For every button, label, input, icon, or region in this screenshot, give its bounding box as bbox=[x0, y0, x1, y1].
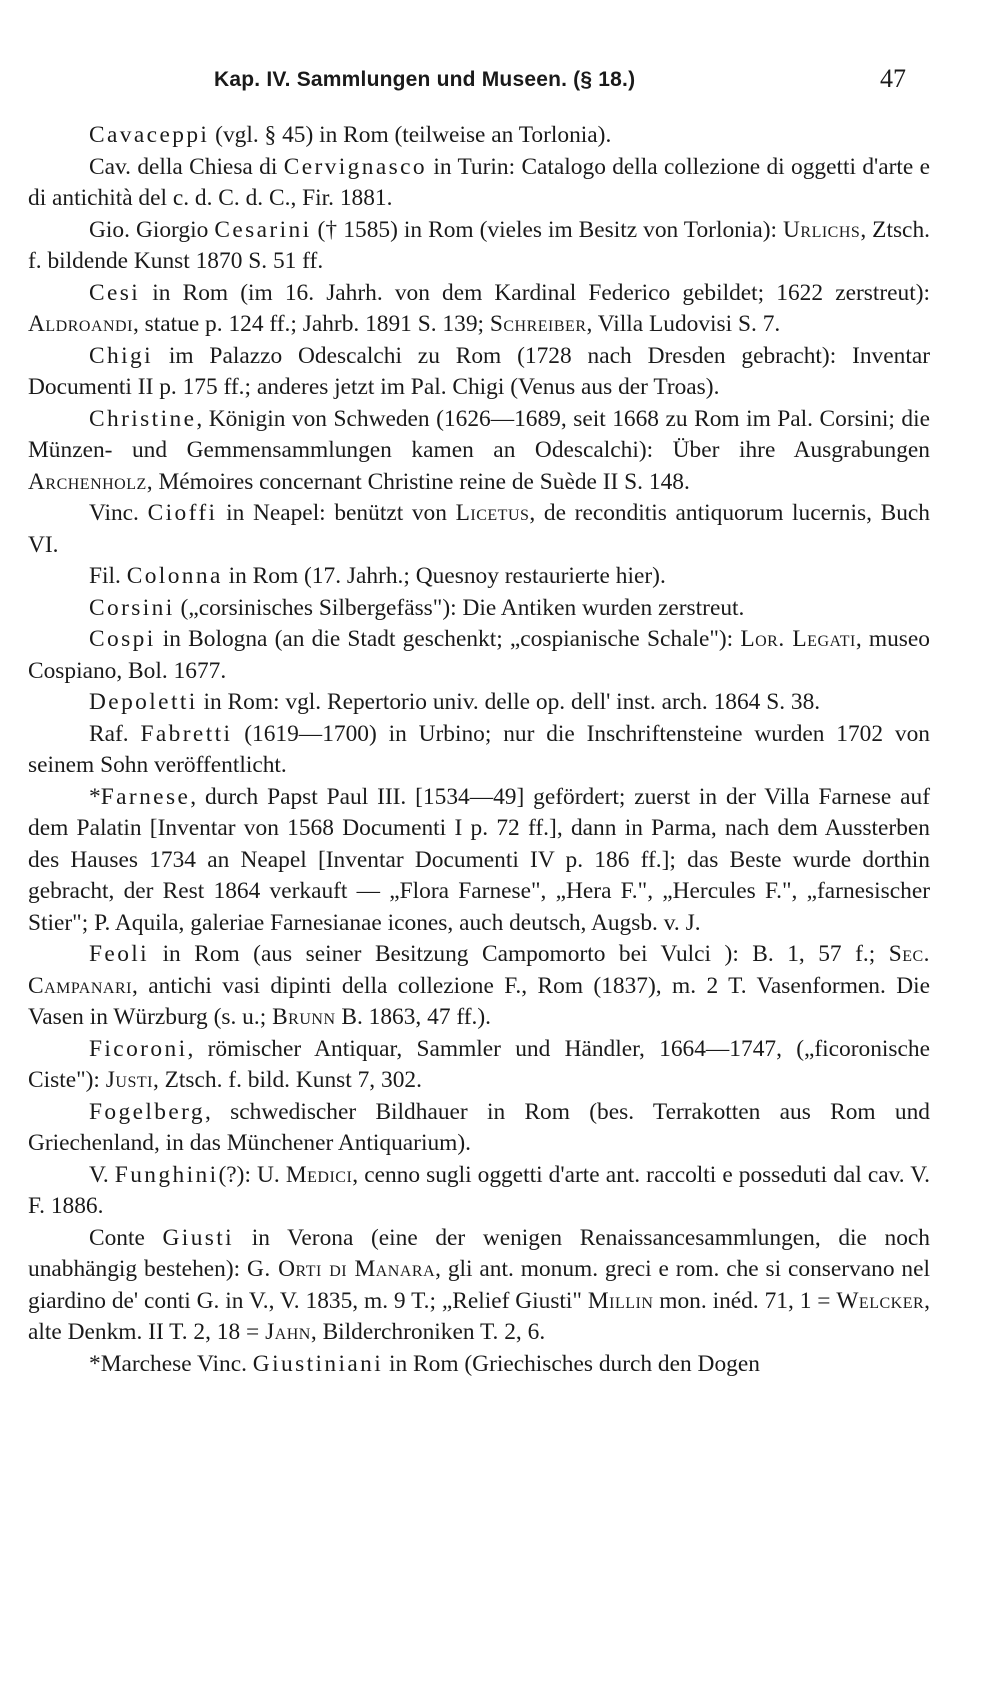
collection-name: Cioffi bbox=[147, 500, 218, 526]
page-number: 47 bbox=[880, 64, 906, 93]
entry-text: Raf. bbox=[89, 720, 141, 747]
collection-name: Cesarini bbox=[214, 216, 312, 243]
collection-name: Ficoroni bbox=[89, 1035, 188, 1062]
collection-name: Farnese bbox=[100, 783, 191, 810]
collection-entry bbox=[28, 593, 930, 625]
collection-name: Funghini bbox=[114, 1161, 219, 1188]
entry-text: Conte bbox=[89, 1224, 163, 1251]
entry-text: *Marchese Vinc. bbox=[89, 1350, 253, 1377]
collection-name: Giustiniani bbox=[252, 1350, 384, 1377]
collection-entry bbox=[28, 719, 930, 782]
collection-name: Fogelberg bbox=[89, 1098, 206, 1125]
collection-name: Cesi bbox=[89, 279, 141, 306]
collection-entry bbox=[28, 687, 930, 719]
collection-entry bbox=[28, 404, 930, 499]
entry-text: , alte Denkm. II T. 2, 18 = bbox=[28, 1287, 930, 1345]
entry-text: im Palazzo Odescalchi zu Rom (1728 nach Dresden gebracht): Inventar Documenti II p. 175 ff.; anderes jetzt im Pal. Chigi (Venus aus der Troas). bbox=[28, 342, 930, 400]
collection-name: Fabretti bbox=[140, 720, 233, 747]
entry-text: Fil. bbox=[89, 563, 127, 589]
entry-text: , gli ant. monum. greci e rom. che si conservano nel giardino de' conti G. in V., V. 1835, m. 9 T.; „Relief Giusti" bbox=[28, 1256, 930, 1314]
author-name: Medici bbox=[285, 1161, 353, 1188]
author-name: Aldroandi bbox=[28, 311, 133, 337]
entry-text: , Bilderchroniken T. 2, 6. bbox=[310, 1319, 546, 1345]
collection-entry bbox=[28, 1223, 930, 1349]
entry-text: , Königin von Schweden (1626—1689, seit 1668 zu Rom im Pal. Corsini; die Münzen- und Gemmensammlungen kamen an Odescalchi): Über ihre Ausgrabungen bbox=[28, 405, 930, 463]
collection-entry bbox=[28, 152, 930, 215]
collection-name: Depoletti bbox=[89, 689, 198, 715]
collection-name: Christine bbox=[89, 405, 197, 432]
entry-text: in Verona (eine der wenigen Renaissancesammlungen, die noch unabhängig bestehen): bbox=[28, 1224, 930, 1282]
entry-text: , Villa Ludovisi S. 7. bbox=[586, 311, 781, 337]
author-name: Brunn bbox=[272, 1004, 336, 1030]
collection-entry bbox=[28, 1160, 930, 1223]
entry-text: Cav. della Chiesa di bbox=[89, 153, 284, 180]
collection-entry bbox=[28, 624, 930, 687]
collection-entry bbox=[28, 1097, 930, 1160]
entry-text: , durch Papst Paul III. [1534—49] gefördert; zuerst in der Villa Farnese auf dem Palatin [Inventar von 1568 Documenti I p. 72 ff.], dann in Parma, nach dem Aussterben des Hauses 1734 an Neapel [Inventar Documenti IV p. 186 ff.]; das Beste wurde dorthin gebracht, der Rest 1864 verkauft — „Flora Farnese", „Hera F.", „Hercules F.", „farnesischer Stier"; P. Aquila, galeriae Farnesianae icones, auch deutsch, Augsb. v. J. bbox=[28, 783, 930, 936]
author-name: Lor. Legati bbox=[740, 626, 856, 652]
entry-text: , Ztsch. f. bildende Kunst 1870 S. 51 ff. bbox=[28, 216, 930, 274]
entry-text: , Mémoires concernant Christine reine de Suède II S. 148. bbox=[146, 468, 690, 495]
entry-text: in Rom (im 16. Jahrh. von dem Kardinal Federico gebildet; 1622 zerstreut): bbox=[140, 279, 930, 306]
entry-text: , statue p. 124 ff.; Jahrb. 1891 S. 139; bbox=[132, 311, 490, 337]
entry-text: mon. inéd. 71, 1 = bbox=[653, 1287, 837, 1314]
author-name: Millin bbox=[587, 1287, 654, 1314]
entry-text: , cenno sugli oggetti d'arte ant. raccolti e posseduti dal cav. V. F. 1886. bbox=[28, 1161, 931, 1219]
page-body bbox=[28, 120, 930, 1380]
entry-text: B. 1863, 47 ff.). bbox=[335, 1004, 491, 1030]
author-name: Justi bbox=[105, 1067, 153, 1093]
collection-name: Colonna bbox=[126, 563, 223, 589]
entry-text: * bbox=[89, 783, 101, 810]
entry-text: , museo Cospiano, Bol. 1677. bbox=[28, 626, 930, 684]
collection-name: Corsini bbox=[89, 594, 175, 621]
author-name: Licetus bbox=[455, 500, 530, 526]
entry-text: (1619—1700) in Urbino; nur die Inschriftensteine wurden 1702 von seinem Sohn veröffentlicht. bbox=[28, 720, 930, 778]
collection-name: Chigi bbox=[89, 342, 153, 369]
entry-text: (vgl. § 45) in Rom (teilweise an Torlonia). bbox=[209, 122, 612, 148]
entry-text: in Rom (aus seiner Besitzung Campomorto bei Vulci ): B. 1, 57 f.; bbox=[149, 941, 889, 967]
entry-text: in Rom: vgl. Repertorio univ. delle op. dell' inst. arch. 1864 S. 38. bbox=[197, 689, 821, 715]
collection-entry bbox=[28, 782, 930, 940]
entry-text: („corsinisches Silbergefäss"): Die Antiken wurden zerstreut. bbox=[174, 594, 745, 621]
entry-text: in Turin: Catalogo della collezione di oggetti d'arte e di antichità del c. d. C. d. C., Fir. 1881. bbox=[28, 153, 930, 211]
collection-name: Cospi bbox=[89, 626, 156, 652]
entry-text: in Rom (Griechisches durch den Dogen bbox=[383, 1350, 760, 1377]
collection-entry bbox=[28, 278, 930, 341]
author-name: Urlichs bbox=[783, 216, 861, 243]
entry-text: , antichi vasi dipinti della collezione F., Rom (1837), m. 2 T. Vasenformen. Die Vasen in Würzburg (s. u.; bbox=[28, 972, 930, 1030]
collection-entry bbox=[28, 1349, 930, 1381]
entry-text: , Ztsch. f. bild. Kunst 7, 302. bbox=[152, 1067, 422, 1093]
author-name: Schreiber bbox=[489, 311, 587, 337]
collection-name: Giusti bbox=[162, 1224, 235, 1251]
author-name: G. Orti di Manara bbox=[247, 1256, 436, 1282]
collection-name: Cavaceppi bbox=[89, 122, 210, 148]
entry-text: in Rom (17. Jahrh.; Quesnoy restaurierte hier). bbox=[222, 563, 666, 589]
entry-text: (?): U. bbox=[218, 1161, 286, 1188]
author-name: Jahn bbox=[265, 1319, 311, 1345]
collection-entry bbox=[28, 215, 930, 278]
collection-entry bbox=[28, 561, 930, 593]
collection-entry bbox=[28, 1034, 930, 1097]
entry-text: V. bbox=[89, 1161, 115, 1188]
page-header bbox=[0, 62, 1000, 102]
collection-name: Cervignasco bbox=[283, 153, 428, 180]
entry-text: Gio. Giorgio bbox=[89, 216, 215, 243]
entry-text: , de reconditis antiquorum lucernis, Buch VI. bbox=[28, 500, 930, 558]
author-name: Archenholz bbox=[28, 468, 147, 495]
running-head: Kap. IV. Sammlungen und Museen. (§ 18.) bbox=[214, 68, 636, 91]
entry-text: , römischer Antiquar, Sammler und Händler, 1664—1747, („ficoronische Ciste"): bbox=[28, 1035, 930, 1093]
entry-text: Vinc. bbox=[89, 500, 148, 526]
entry-text: in Bologna (an die Stadt geschenkt; „cospianische Schale"): bbox=[155, 626, 741, 652]
collection-entry bbox=[28, 939, 930, 1034]
author-name: Welcker bbox=[836, 1287, 925, 1314]
collection-entry bbox=[28, 120, 930, 152]
collection-name: Feoli bbox=[89, 941, 150, 967]
entry-text: († 1585) in Rom (vieles im Besitz von Torlonia): bbox=[311, 216, 784, 243]
collection-entry bbox=[28, 498, 930, 561]
collection-entry bbox=[28, 341, 930, 404]
author-name: Sec. Campanari bbox=[28, 941, 930, 999]
entry-text: , schwedischer Bildhauer in Rom (bes. Terrakotten aus Rom und Griechenland, in das Münchener Antiquarium). bbox=[28, 1098, 930, 1156]
entry-text: in Neapel: benützt von bbox=[217, 500, 456, 526]
